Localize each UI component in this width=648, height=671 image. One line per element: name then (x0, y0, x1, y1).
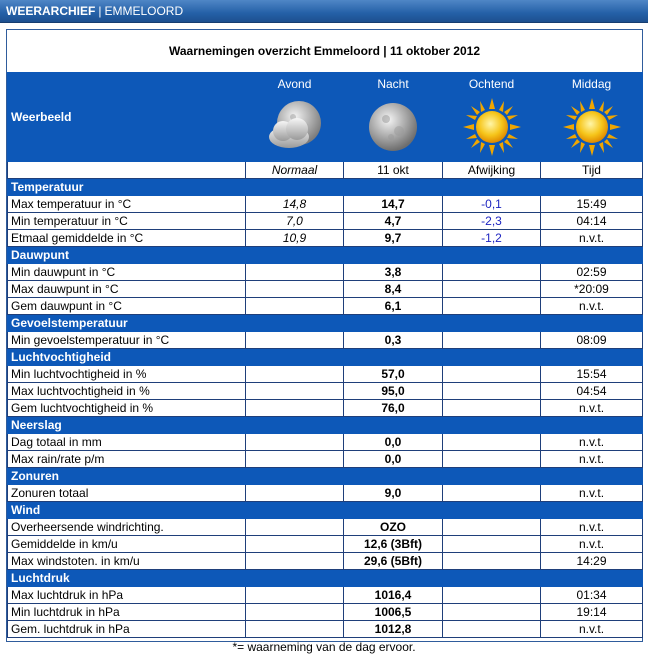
time-value: n.v.t. (541, 400, 643, 417)
table-row (8, 621, 643, 638)
table-row (8, 451, 643, 468)
deviation-value (443, 485, 541, 502)
period-nacht (344, 73, 443, 162)
observed-value: 3,8 (344, 264, 443, 281)
time-value: 02:59 (541, 264, 643, 281)
observed-value: 6,1 (344, 298, 443, 315)
deviation-value: -2,3 (443, 213, 541, 230)
section-header-cell (443, 502, 541, 519)
section-header-cell (344, 247, 443, 264)
section-title: Gevoelstemperatuur (8, 315, 246, 332)
section-title: Wind (8, 502, 246, 519)
section-header-cell (344, 179, 443, 196)
section-title: Luchtdruk (8, 570, 246, 587)
section-header (8, 349, 643, 366)
normal-value (246, 553, 344, 570)
time-value: n.v.t. (541, 536, 643, 553)
separator: | (98, 4, 102, 18)
observed-value: 9,0 (344, 485, 443, 502)
row-label: Max rain/rate p/m (8, 451, 246, 468)
row-label: Gem luchtvochtigheid in % (8, 400, 246, 417)
period-middag (541, 73, 643, 162)
table-row (8, 281, 643, 298)
section-header-cell (541, 349, 643, 366)
time-value: 04:14 (541, 213, 643, 230)
observations-table (7, 72, 643, 638)
section-header (8, 502, 643, 519)
deviation-value (443, 383, 541, 400)
section-header-cell (541, 179, 643, 196)
time-value: n.v.t. (541, 434, 643, 451)
time-value: 04:54 (541, 383, 643, 400)
row-label: Max windstoten. in km/u (8, 553, 246, 570)
deviation-value: -1,2 (443, 230, 541, 247)
section-header-cell (443, 468, 541, 485)
observed-value: 0,0 (344, 451, 443, 468)
section-header-cell (344, 502, 443, 519)
deviation-value (443, 281, 541, 298)
deviation-value (443, 553, 541, 570)
normal-value (246, 332, 344, 349)
section-header-cell (246, 315, 344, 332)
section-header-cell (246, 570, 344, 587)
moon-icon (363, 97, 423, 157)
table-row (8, 298, 643, 315)
row-label: Min temperatuur in °C (8, 213, 246, 230)
normal-value (246, 281, 344, 298)
section-header-cell (443, 349, 541, 366)
section-title: Temperatuur (8, 179, 246, 196)
weerbeeld-row (8, 73, 643, 162)
section-header-cell (541, 247, 643, 264)
table-row (8, 332, 643, 349)
col-normaal: Normaal (246, 162, 344, 179)
observed-value: 57,0 (344, 366, 443, 383)
section-header-cell (443, 570, 541, 587)
section-header-cell (541, 315, 643, 332)
table-row (8, 587, 643, 604)
normal-value (246, 264, 344, 281)
observed-value: 9,7 (344, 230, 443, 247)
row-label: Zonuren totaal (8, 485, 246, 502)
table-row (8, 196, 643, 213)
normal-value: 7,0 (246, 213, 344, 230)
table-row (8, 519, 643, 536)
section-header-cell (246, 468, 344, 485)
normal-value (246, 383, 344, 400)
normal-value: 14,8 (246, 196, 344, 213)
observations-panel (6, 29, 643, 642)
period-name: Ochtend (468, 77, 515, 91)
table-row (8, 536, 643, 553)
observed-value: 29,6 (5Bft) (344, 553, 443, 570)
weerbeeld-label: Weerbeeld (8, 73, 246, 162)
observed-value: 4,7 (344, 213, 443, 230)
footnote: *= waarneming van de dag ervoor. (232, 640, 416, 654)
section-header (8, 315, 643, 332)
deviation-value (443, 519, 541, 536)
col-afwijking: Afwijking (443, 162, 541, 179)
table-row (8, 264, 643, 281)
normal-value (246, 366, 344, 383)
observed-value: OZO (344, 519, 443, 536)
observed-value: 14,7 (344, 196, 443, 213)
row-label: Max luchtvochtigheid in % (8, 383, 246, 400)
section-header-cell (443, 179, 541, 196)
observed-value: 95,0 (344, 383, 443, 400)
time-value: n.v.t. (541, 519, 643, 536)
row-label: Dag totaal in mm (8, 434, 246, 451)
row-label: Etmaal gemiddelde in °C (8, 230, 246, 247)
column-header-row (8, 162, 643, 179)
time-value: n.v.t. (541, 451, 643, 468)
normal-value (246, 451, 344, 468)
normal-value (246, 298, 344, 315)
normal-value (246, 604, 344, 621)
time-value: 15:54 (541, 366, 643, 383)
table-row (8, 383, 643, 400)
deviation-value (443, 366, 541, 383)
period-ochtend (443, 73, 541, 162)
observed-value: 8,4 (344, 281, 443, 298)
section-header-cell (541, 502, 643, 519)
section-header (8, 468, 643, 485)
section-header-cell (541, 468, 643, 485)
deviation-value (443, 434, 541, 451)
section-header-cell (344, 570, 443, 587)
section-header-cell (443, 247, 541, 264)
row-label: Min luchtvochtigheid in % (8, 366, 246, 383)
section-header-cell (246, 502, 344, 519)
section-title: Luchtvochtigheid (8, 349, 246, 366)
observed-value: 0,3 (344, 332, 443, 349)
normal-value (246, 400, 344, 417)
period-name: Middag (571, 77, 612, 91)
observed-value: 1012,8 (344, 621, 443, 638)
row-label: Gem dauwpunt in °C (8, 298, 246, 315)
row-label: Overheersende windrichting. (8, 519, 246, 536)
row-label: Gemiddelde in km/u (8, 536, 246, 553)
deviation-value (443, 264, 541, 281)
table-row (8, 604, 643, 621)
table-row (8, 553, 643, 570)
site-name: WEERARCHIEF (6, 4, 96, 18)
row-label: Min dauwpunt in °C (8, 264, 246, 281)
top-bar (0, 0, 648, 23)
section-header (8, 179, 643, 196)
page-title: Waarnemingen overzicht Emmeloord | 11 oktober 2012 (168, 44, 480, 58)
row-label: Min gevoelstemperatuur in °C (8, 332, 246, 349)
period-avond (246, 73, 344, 162)
period-name: Nacht (377, 77, 409, 91)
section-header-cell (344, 349, 443, 366)
deviation-value (443, 621, 541, 638)
deviation-value (443, 604, 541, 621)
time-value: n.v.t. (541, 298, 643, 315)
observed-value: 76,0 (344, 400, 443, 417)
observed-value: 0,0 (344, 434, 443, 451)
normal-value (246, 536, 344, 553)
section-header (8, 247, 643, 264)
section-header-cell (246, 417, 344, 434)
section-header (8, 570, 643, 587)
section-header-cell (246, 349, 344, 366)
row-label: Max luchtdruk in hPa (8, 587, 246, 604)
section-header-cell (541, 417, 643, 434)
section-header-cell (344, 315, 443, 332)
row-label: Min luchtdruk in hPa (8, 604, 246, 621)
section-header-cell (443, 315, 541, 332)
deviation-value (443, 298, 541, 315)
observed-value: 1006,5 (344, 604, 443, 621)
sun-icon (462, 97, 522, 157)
col-date: 11 okt (344, 162, 443, 179)
time-value: 08:09 (541, 332, 643, 349)
time-value: 14:29 (541, 553, 643, 570)
normal-value (246, 621, 344, 638)
deviation-value (443, 332, 541, 349)
table-row (8, 213, 643, 230)
table-row (8, 366, 643, 383)
normal-value (246, 434, 344, 451)
deviation-value (443, 587, 541, 604)
time-value: 19:14 (541, 604, 643, 621)
section-header-cell (246, 179, 344, 196)
table-row (8, 230, 643, 247)
section-title: Neerslag (8, 417, 246, 434)
time-value: *20:09 (541, 281, 643, 298)
deviation-value (443, 451, 541, 468)
section-title: Dauwpunt (8, 247, 246, 264)
section-header (8, 417, 643, 434)
col-tijd: Tijd (541, 162, 643, 179)
deviation-value (443, 400, 541, 417)
table-row (8, 400, 643, 417)
section-header-cell (344, 417, 443, 434)
table-row (8, 485, 643, 502)
row-label: Gem. luchtdruk in hPa (8, 621, 246, 638)
table-row (8, 434, 643, 451)
normal-value (246, 519, 344, 536)
section-name: EMMELOORD (104, 4, 184, 18)
deviation-value: -0,1 (443, 196, 541, 213)
normal-value: 10,9 (246, 230, 344, 247)
deviation-value (443, 536, 541, 553)
section-header-cell (541, 570, 643, 587)
section-header-cell (443, 417, 541, 434)
observed-value: 1016,4 (344, 587, 443, 604)
partly-cloudy-night-icon (265, 97, 325, 157)
sun-icon (562, 97, 622, 157)
section-title: Zonuren (8, 468, 246, 485)
normal-value (246, 587, 344, 604)
period-name: Avond (277, 77, 312, 91)
empty-cell (8, 162, 246, 179)
row-label: Max temperatuur in °C (8, 196, 246, 213)
observed-value: 12,6 (3Bft) (344, 536, 443, 553)
row-label: Max dauwpunt in °C (8, 281, 246, 298)
normal-value (246, 485, 344, 502)
time-value: 15:49 (541, 196, 643, 213)
time-value: n.v.t. (541, 485, 643, 502)
section-header-cell (344, 468, 443, 485)
time-value: n.v.t. (541, 230, 643, 247)
time-value: n.v.t. (541, 621, 643, 638)
section-header-cell (246, 247, 344, 264)
time-value: 01:34 (541, 587, 643, 604)
